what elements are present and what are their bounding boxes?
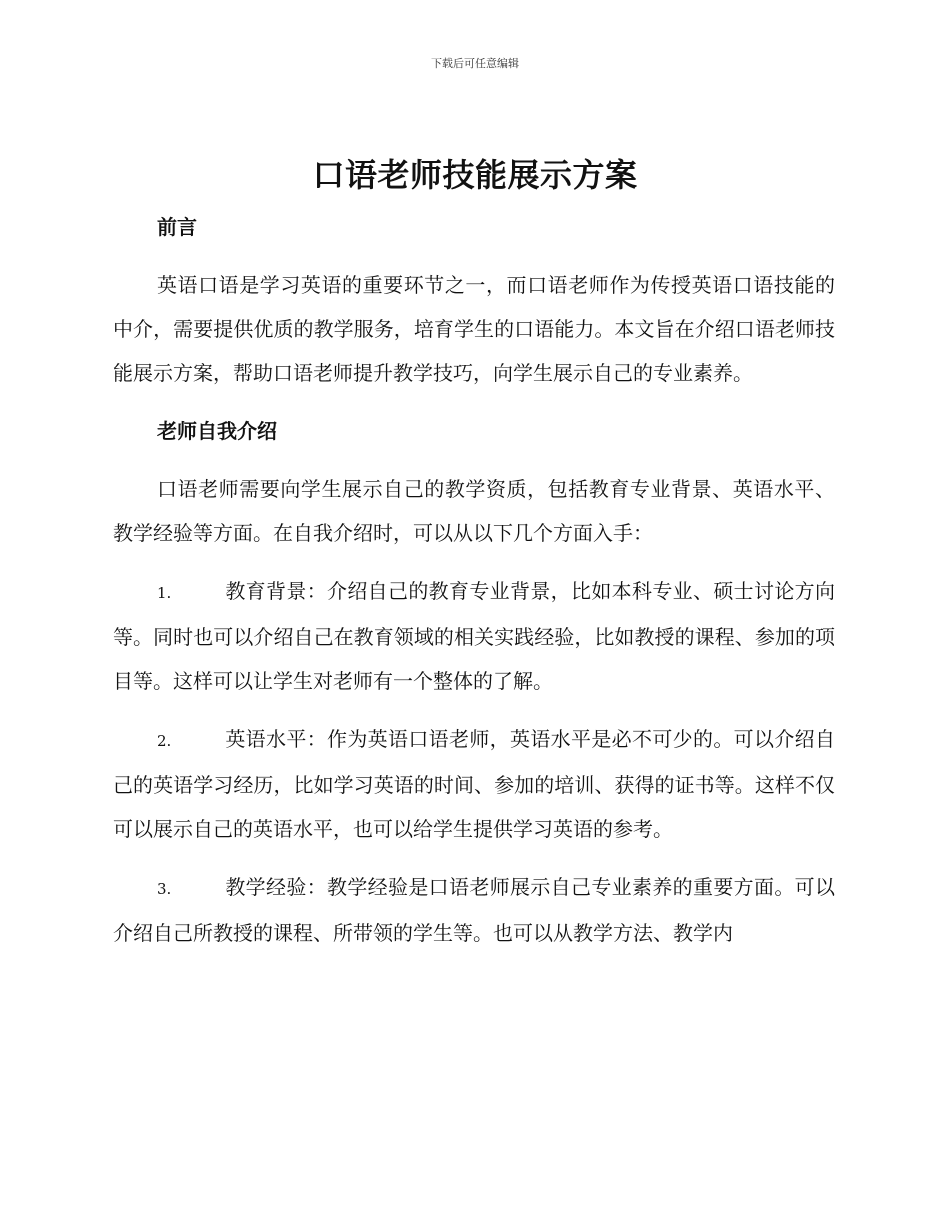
self-intro-paragraph: 口语老师需要向学生展示自己的教学资质，包括教育专业背景、英语水平、教学经验等方面。在自我介绍时，可以从以下几个方面入手： [113, 477, 835, 545]
foreword-paragraph: 英语口语是学习英语的重要环节之一，而口语老师作为传授英语口语技能的中介，需要提供优质的教学服务，培育学生的口语能力。本文旨在介绍口语老师技能展示方案，帮助口语老师提升教学技巧，向学生展示自己的专业素养。 [113, 273, 835, 385]
header-note: 下载后可任意编辑 [431, 57, 519, 70]
list-item-number: 3. [157, 880, 172, 898]
document-title: 口语老师技能展示方案 [312, 156, 638, 194]
section-heading-self-intro: 老师自我介绍 [157, 419, 277, 443]
list-item [113, 569, 835, 703]
list-item-text: 教学经验：教学经验是口语老师展示自己专业素养的重要方面。可以介绍自己所教授的课程、所带领的学生等。也可以从教学方法、教学内 [113, 875, 835, 945]
section-heading-foreword: 前言 [157, 215, 197, 239]
list-item [113, 717, 835, 851]
list-item-text: 英语水平：作为英语口语老师，英语水平是必不可少的。可以介绍自己的英语学习经历，比如学习英语的时间、参加的培训、获得的证书等。这样不仅可以展示自己的英语水平，也可以给学生提供学习英语的参考。 [113, 727, 835, 841]
list-item [113, 865, 835, 955]
list-item-number: 2. [157, 732, 172, 750]
document-body [113, 205, 835, 969]
list-item-number: 1. [157, 584, 172, 602]
list-item-text: 教育背景：介绍自己的教育专业背景，比如本科专业、硕士讨论方向等。同时也可以介绍自己在教育领域的相关实践经验，比如教授的课程、参加的项目等。这样可以让学生对老师有一个整体的了解。 [113, 579, 835, 693]
